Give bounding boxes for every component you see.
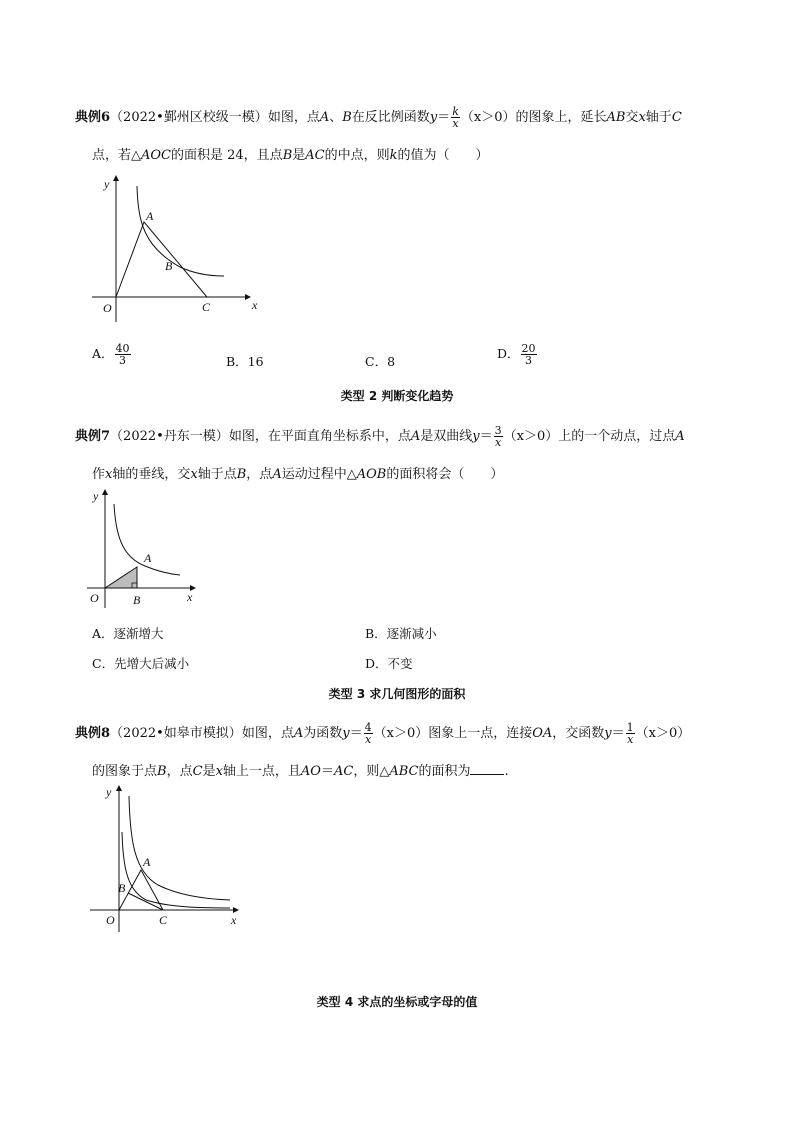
q7-label: 典例7 — [75, 429, 111, 444]
q6-label-A: A — [146, 209, 154, 223]
q8-triangle-AOC — [119, 870, 163, 910]
q7-label-B: B — [133, 593, 141, 607]
q7-fraction: $\frac{3}{x}$ — [494, 424, 502, 449]
q6-label: 典例6 — [75, 110, 111, 125]
q8-label-C: C — [159, 913, 168, 927]
q6-option-d: D． $\frac{20}{3}$ — [497, 342, 536, 367]
q6-label-O: O — [103, 301, 112, 315]
q8-label-B: B — [118, 881, 126, 895]
q8-segment-BC — [128, 893, 163, 910]
q6-triangle-AOC — [116, 222, 207, 297]
q7-figure — [85, 486, 205, 610]
q8-line1: 典例8（2022•如皋市模拟）如图，点A为函数y＝ $\frac{4}{x}$ （x＞0）图象上一点，连接OA，交函数y＝ $\frac{1}{x}$ （x＞0） — [75, 721, 691, 746]
q6-label-B: B — [165, 259, 173, 273]
q8-hyperbola-4-over-x — [129, 796, 230, 900]
q7-label-O: O — [90, 591, 99, 605]
q7-line2: 作x轴的垂线，交x轴于点B，点A运动过程中△AOB的面积将会（ ） — [92, 467, 504, 482]
q7-label-A: A — [144, 551, 152, 565]
q6-label-y: y — [104, 177, 110, 191]
q8-label-y: y — [106, 785, 112, 799]
q8-fraction-1: $\frac{4}{x}$ — [364, 721, 372, 746]
q8-figure — [88, 782, 248, 932]
q6-hyperbola — [137, 186, 224, 276]
q7-option-a: A．逐渐增大 — [92, 626, 164, 641]
q6-figure — [90, 172, 270, 322]
q6-line2: 点，若△AOC的面积是 24，且点B是AC的中点，则k的值为（ ） — [92, 148, 489, 163]
q7-line1: 典例7（2022•丹东一模）如图，在平面直角坐标系中，点A是双曲线y＝ $\frac{3}{x}$ （x＞0）上的一个动点，过点A — [75, 424, 685, 449]
q6-option-a: A． $\frac{40}{3}$ — [92, 342, 130, 367]
q7-label-y: y — [93, 489, 99, 503]
q8-label-O: O — [106, 913, 115, 927]
section-heading-type2: 类型 2 判断变化趋势 — [340, 389, 454, 403]
q6-label-C: C — [202, 300, 211, 314]
section-heading-type4: 类型 4 求点的坐标或字母的值 — [316, 995, 478, 1009]
q6-option-c: C．8 — [365, 354, 396, 369]
q8-label: 典例8 — [75, 726, 111, 741]
q8-fraction-2: $\frac{1}{x}$ — [626, 721, 634, 746]
q8-line2: 的图象于点B，点C是x轴上一点，且AO＝AC，则△ABC的面积为 . — [92, 764, 509, 779]
q8-hyperbola-1-over-x — [122, 832, 230, 908]
q7-option-b: B．逐渐减小 — [365, 626, 437, 641]
q6-option-b: B．16 — [226, 354, 264, 369]
q7-option-c: C．先增大后减小 — [92, 656, 190, 671]
section-heading-type3: 类型 3 求几何图形的面积 — [328, 687, 466, 701]
q6-fraction: $\frac{k}{x}$ — [452, 105, 459, 130]
q6-line1: 典例6（2022•鄞州区校级一模）如图，点A、B在反比例函数y＝ $\frac{k}{x}$ （x＞0）的图象上，延长AB交x轴于C — [75, 105, 682, 130]
q8-label-x: x — [231, 913, 237, 927]
q8-answer-blank — [470, 762, 504, 775]
q8-label-A: A — [143, 855, 151, 869]
q7-option-d: D．不变 — [365, 656, 413, 671]
q7-label-x: x — [187, 590, 193, 604]
q6-label-x: x — [252, 298, 258, 312]
